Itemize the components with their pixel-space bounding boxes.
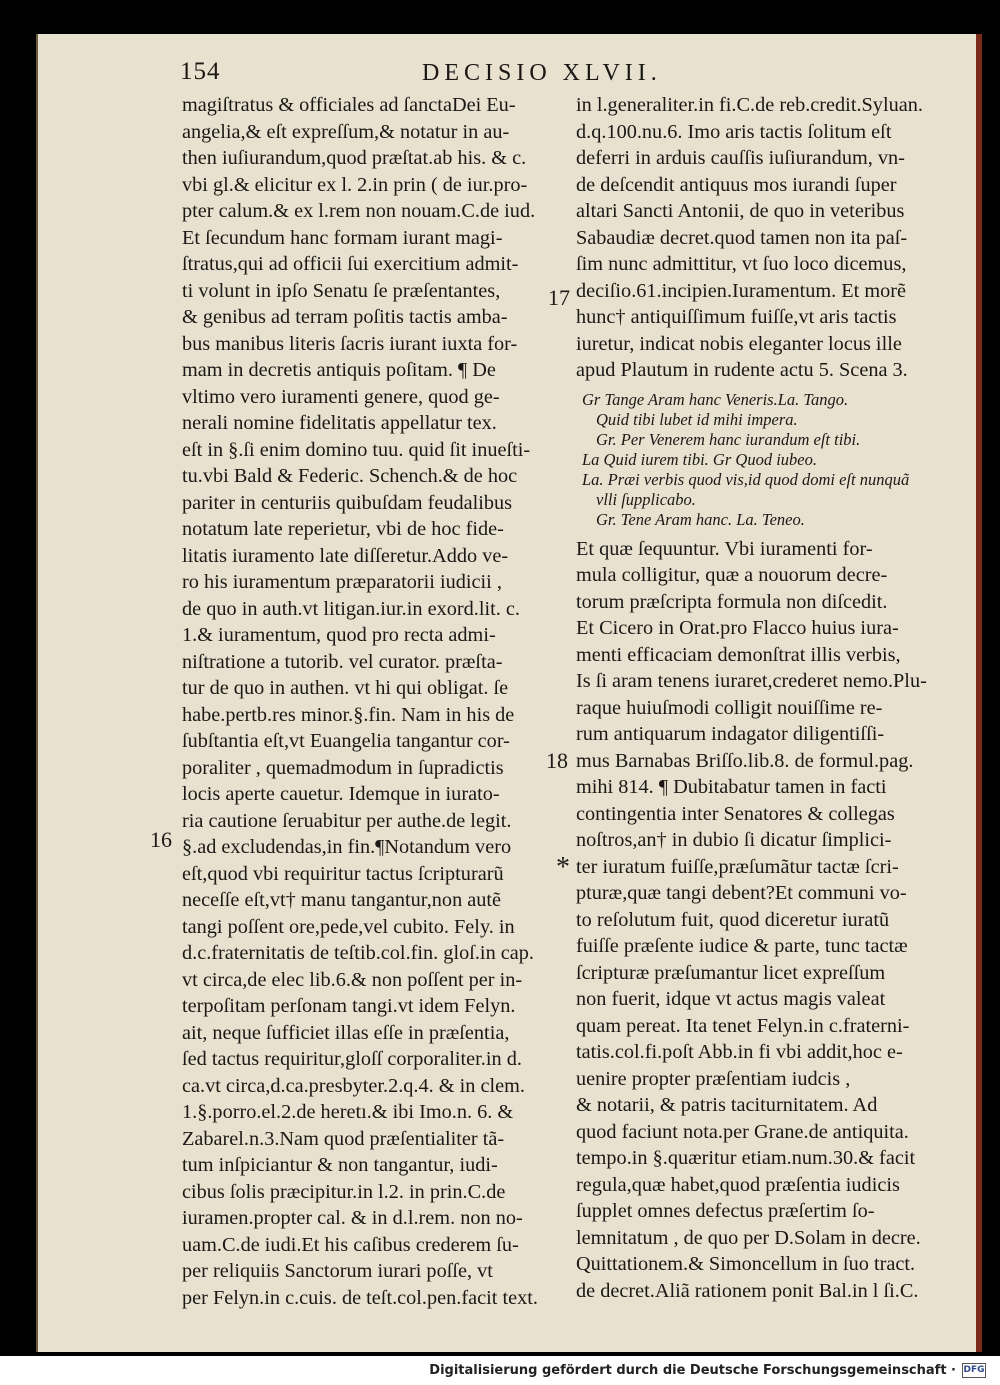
text-line: vbi gl.& elicitur ex l. 2.in prin ( de iur.pro- [182, 173, 528, 196]
text-line: pariter in centuriis quibuſdam feudalibus [182, 491, 513, 514]
text-line: cibus ſolis præcipitur.in l.2. in prin.C.de [182, 1180, 506, 1203]
page-number: 154 [180, 58, 221, 85]
text-line: menti efficaciam demonſtrat illis verbis, [576, 643, 901, 666]
text-line: Zabarel.n.3.Nam quod præſentialiter tã- [182, 1127, 505, 1150]
text-line: deferri in arduis cauſſis iuſiurandum, vn- [576, 147, 905, 169]
text-line: fuiſſe præſente iudice & parte, tunc tactæ [576, 935, 908, 957]
text-line: ſim nunc admittitur, vt ſuo loco dicemus, [576, 253, 907, 275]
right-column [576, 92, 948, 1304]
text-line: tum inſpiciantur & non tangantur, iudi- [182, 1154, 498, 1176]
running-head: DECISIO XLVII. [422, 60, 662, 86]
text-line: angelia,& eſt expreſſum,& notatur in au- [182, 120, 510, 143]
text-line: bus manibus literis ſacris iurant iuxta for- [182, 332, 518, 355]
text-line: neceſſe eſt,vt† manu tangantur,non autẽ [182, 889, 502, 911]
footer-bar [0, 1356, 1000, 1385]
text-line: Et quæ ſequuntur. Vbi iuramenti for- [576, 537, 873, 560]
verse-line: La. Præi verbis quod vis,id quod domi eſt nunquã [582, 469, 910, 489]
text-line: ro his iuramentum præparatorii iudicii , [182, 571, 502, 593]
text-line: raque huiuſmodi colligit nouiſſime re- [576, 696, 883, 719]
text-line: ait, neque ſufficiet illas eſſe in præſentia, [182, 1021, 510, 1044]
text-line: niſtratione a tutorib. vel curator. præſta- [182, 650, 503, 673]
dfg-logo-icon: DFG [962, 1363, 986, 1378]
text-line: tatis.col.fi.poſt Abb.in fi vbi addit,hoc e- [576, 1041, 903, 1063]
text-line: terpoſitam perſonam tangi.vt idem Felyn. [182, 995, 516, 1017]
text-line: mula colligitur, quæ a nouorum decre- [576, 564, 888, 586]
text-line: ſubſtantia eſt,vt Euangelia tangantur cor- [182, 730, 510, 752]
text-line: apud Plautum in rudente actu 5. Scena 3. [576, 359, 908, 381]
text-line: §.ad excludendas,in fin.¶Notandum vero [182, 836, 512, 858]
verse-line: Quid tibi lubet id mihi impera. [596, 409, 798, 429]
text-line: per Felyn.in c.cuis. de teſt.col.pen.facit text. [182, 1286, 538, 1309]
text-line: litatis iuramento late diſſeretur.Addo ve- [182, 544, 509, 567]
text-line: lemnitatum , de quo per D.Solam in decre. [576, 1226, 921, 1249]
text-line: ria cautione ſeruabitur per authe.de legit. [182, 809, 512, 832]
text-line: iuretur, indicat nobis eleganter locus ille [576, 332, 902, 355]
text-line: Sabaudiæ decret.quod tamen non ita paſ- [576, 226, 908, 249]
text-line: vltimo vero iuramenti genere, quod ge- [182, 385, 500, 408]
verse-line: Gr Tange Aram hanc Veneris.La. Tango. [582, 389, 849, 409]
text-line: rum antiquarum indagator diligentiſſi- [576, 723, 885, 745]
text-line: d.c.fraternitatis de teſtib.col.fin. gloſ.in cap. [182, 942, 534, 964]
text-line: 1.& iuramentum, quod pro recta admi- [182, 624, 496, 646]
page-edge [976, 34, 982, 1352]
text-line: uam.C.de iudi.Et his caſibus crederem ſu- [182, 1233, 519, 1256]
margin-note-18: 18 [546, 748, 568, 773]
text-line: quod faciunt nota.per Grane.de antiquita. [576, 1120, 909, 1143]
text-line: pter calum.& ex l.rem non nouam.C.de iud. [182, 200, 536, 222]
text-line: altari Sancti Antonii, de quo in veteribus [576, 200, 905, 222]
margin-note-star: * [556, 852, 570, 883]
text-line: de decret.Aliã rationem ponit Bal.in l ſi.C. [576, 1279, 919, 1302]
text-line: ſupplet omnes defectus præſertim ſo- [576, 1200, 875, 1222]
text-line: & genibus ad terram poſitis tactis amba- [182, 306, 508, 328]
text-line: torum præſcripta formula non diſcedit. [576, 590, 888, 613]
text-line: eſt in §.ſi enim domino tuu. quid ſit inueſti- [182, 438, 531, 461]
text-line: pturæ,quæ tangi debent?Et communi vo- [576, 882, 907, 904]
text-line: non fuerit, idque vt actus magis valeat [576, 988, 886, 1010]
text-line: Et Cicero in Orat.pro Flacco huius iura- [576, 617, 899, 639]
text-line: de deſcendit antiquus mos iurandi ſuper [576, 173, 897, 196]
text-line: tu.vbi Bald & Federic. Schench.& de hoc [182, 465, 518, 487]
text-line: eſt,quod vbi requiritur tactus ſcripturarũ [182, 862, 504, 885]
text-line: nerali nomine fidelitatis appellatur tex. [182, 412, 497, 434]
text-line: tur de quo in authen. vt hi qui obligat. ſe [182, 677, 509, 699]
text-line: deciſio.61.incipien.Iuramentum. Et morẽ [576, 279, 907, 302]
text-line: regula,quæ habet,quod præſentia iudicis [576, 1173, 900, 1196]
text-line: Quittationem.& Simoncellum in ſuo tract. [576, 1253, 916, 1275]
text-line: in l.generaliter.in fi.C.de reb.credit.Syluan. [576, 94, 923, 116]
text-line: locis aperte cauetur. Idemque in iurato- [182, 783, 500, 805]
verse-line: vlli ſupplicabo. [596, 489, 696, 509]
text-line: mus Barnabas Briſſo.lib.8. de formul.pag. [576, 749, 914, 772]
text-line: de quo in auth.vt litigan.iur.in exord.lit. c. [182, 597, 520, 620]
text-line: 1.§.porro.el.2.de heretı.& ibi Imo.n. 6. & [182, 1101, 514, 1123]
footer-credit: Digitalisierung gefördert durch die Deutsche Forschungsgemeinschaft · [429, 1363, 956, 1378]
verse-line: Gr. Tene Aram hanc. La. Teneo. [596, 509, 805, 529]
text-line: iuramen.propter cal. & in d.l.rem. non no- [182, 1207, 523, 1229]
text-line: ca.vt circa,d.ca.presbyter.2.q.4. & in clem. [182, 1074, 525, 1097]
left-column [182, 92, 542, 1311]
text-line: ti volunt in ipſo Senatu ſe præſentantes, [182, 279, 501, 302]
text-line: ſcripturæ præſumantur licet expreſſum [576, 961, 886, 984]
text-line: ſed tactus requiritur,gloſſ corporaliter.in d. [182, 1048, 522, 1070]
page-header [0, 60, 1000, 90]
text-line: Is ſi aram tenens iuraret,crederet nemo.Plu- [576, 670, 927, 692]
verse-line: Gr. Per Venerem hanc iurandum eſt tibi. [596, 429, 861, 449]
text-line: habe.pertb.res minor.§.fin. Nam in his de [182, 703, 515, 726]
text-line: per reliquiis Sanctorum iurari poſſe, vt [182, 1260, 493, 1282]
text-line: to reſolutum fuit, quod diceretur iuratũ [576, 908, 890, 931]
text-line: poraliter , quemadmodum in ſupradictis [182, 756, 504, 779]
text-line: quam pereat. Ita tenet Felyn.in c.fraterni- [576, 1014, 910, 1037]
text-line: ſtratus,qui ad officii ſui exercitium admit- [182, 253, 519, 275]
text-line: notatum late reperietur, vbi de hoc fide- [182, 518, 504, 540]
text-line: Et ſecundum hanc formam iurant magi- [182, 226, 503, 249]
text-line: hunc† antiquiſſimum fuiſſe,vt aris tactis [576, 306, 897, 328]
text-line: magiſtratus & officiales ad ſanctaDei Eu- [182, 94, 516, 116]
text-line: tangi poſſent ore,pede,vel cubito. Fely. in [182, 915, 515, 938]
text-line: ter iuratum fuiſſe,præſumãtur tactæ ſcri- [576, 855, 899, 878]
text-line: mam in decretis antiquis poſitam. ¶ De [182, 359, 496, 381]
text-line: noſtros,an† in dubio ſi dicatur ſimplici- [576, 829, 892, 851]
text-line: uenire propter præſentiam iudcis , [576, 1067, 851, 1090]
text-line: vt circa,de elec lib.6.& non poſſent per in- [182, 968, 523, 991]
text-line: d.q.100.nu.6. Imo aris tactis ſolitum eſt [576, 120, 892, 143]
text-line: & notarii, & patris taciturnitatem. Ad [576, 1094, 878, 1116]
text-line: then iuſiurandum,quod præſtat.ab his. & c. [182, 147, 527, 169]
text-line: contingentia inter Senatores & collegas [576, 802, 895, 825]
margin-note-16: 16 [150, 827, 172, 852]
margin-note-17: 17 [548, 285, 570, 310]
verse-line: La Quid iurem tibi. Gr Quod iubeo. [582, 449, 817, 469]
text-line: mihi 814. ¶ Dubitabatur tamen in facti [576, 776, 887, 798]
text-line: tempo.in §.quæritur etiam.num.30.& facit [576, 1147, 916, 1169]
